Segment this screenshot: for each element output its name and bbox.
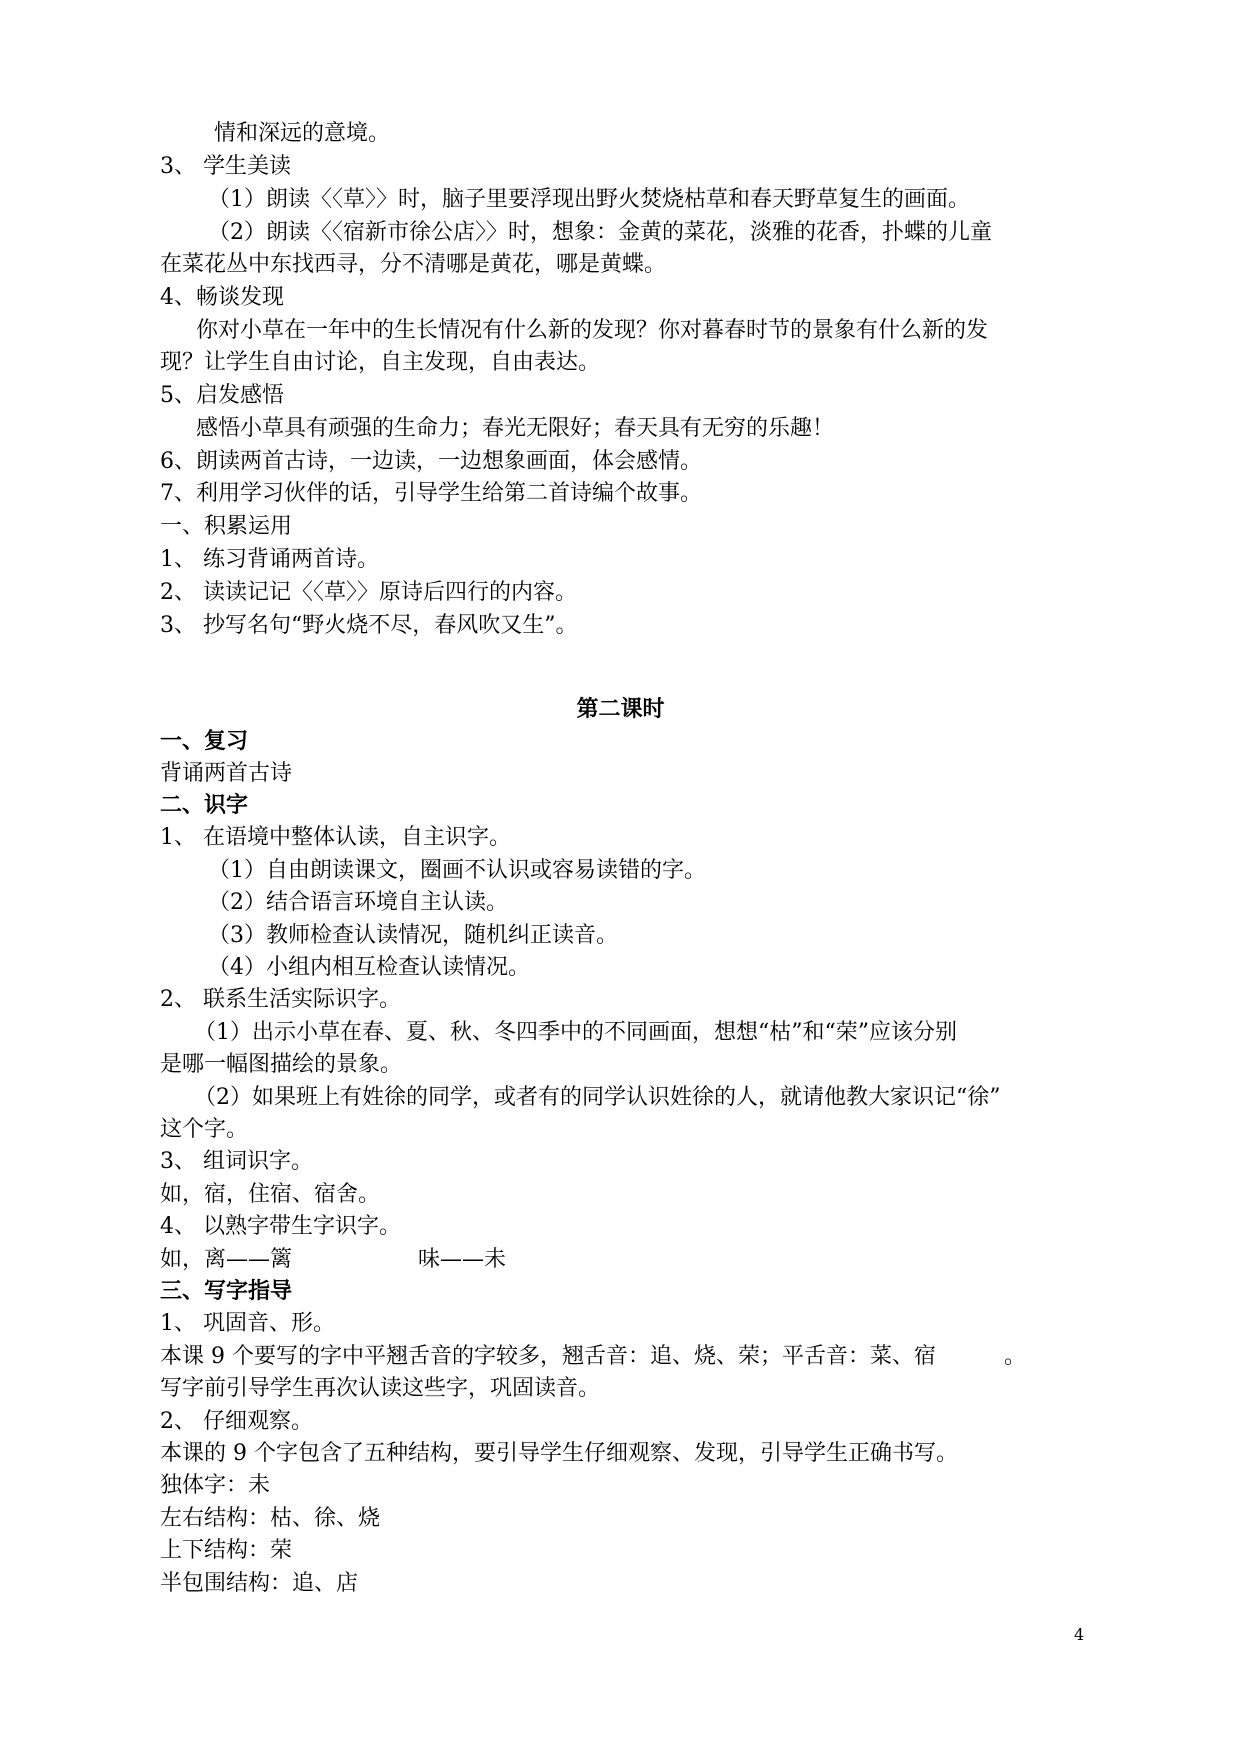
text-line: 写字前引导学生再次认读这些字，巩固读音。 — [160, 1376, 601, 1401]
list-item: 2、 联系生活实际识字。 — [160, 987, 401, 1012]
text-line: 这个字。 — [160, 1117, 249, 1142]
list-item: 1、 巩固音、形。 — [160, 1311, 335, 1336]
list-item: 1、 在语境中整体认读，自主识字。 — [160, 825, 511, 850]
example-left: 如，离——篱 — [160, 1247, 293, 1272]
list-item: 3、 组词识字。 — [160, 1149, 313, 1174]
text-line: 如，宿，住宿、宿舍。 — [160, 1182, 381, 1207]
text-line: 左右结构：枯、徐、烧 — [160, 1506, 381, 1531]
text-line: 独体字：未 — [160, 1473, 271, 1498]
text-line: 感悟小草具有顽强的生命力；春光无限好；春天具有无穷的乐趣！ — [196, 416, 835, 441]
text-line: 情和深远的意境。 — [214, 121, 391, 146]
list-item: 7、利用学习伙伴的话，引导学生给第二首诗编个故事。 — [160, 481, 702, 506]
text-line: （4）小组内相互检查认读情况。 — [208, 955, 530, 980]
text-line: 是哪一幅图描绘的景象。 — [160, 1052, 403, 1077]
text-line: 半包围结构：追、店 — [160, 1571, 359, 1596]
text-segment: 。 — [1004, 1344, 1027, 1369]
example-right: 味——未 — [418, 1247, 507, 1272]
text-line — [160, 1341, 1026, 1373]
text-line: （1）朗读〈〈草〉〉时，脑子里要浮现出野火焚烧枯草和春天野草复生的画面。 — [208, 187, 970, 212]
text-line: （1）出示小草在春、夏、秋、冬四季中的不同画面，想想“枯”和“荣”应该分别 — [194, 1020, 957, 1045]
example-line — [160, 1244, 506, 1276]
text-line: （3）教师检查认读情况，随机纠正读音。 — [208, 923, 618, 948]
text-line: 上下结构：荣 — [160, 1538, 293, 1563]
list-item: 1、 练习背诵两首诗。 — [160, 547, 379, 572]
text-line: （1）自由朗读课文，圈画不认识或容易读错的字。 — [208, 858, 706, 883]
section-heading: 三、写字指导 — [160, 1279, 293, 1304]
text-line: 背诵两首古诗 — [160, 761, 293, 786]
list-item: 4、畅谈发现 — [160, 285, 284, 310]
text-line: （2）结合语言环境自主认读。 — [208, 890, 508, 915]
text-line: 本课的 9 个字包含了五种结构，要引导学生仔细观察、发现，引导学生正确书写。 — [160, 1441, 958, 1466]
list-item: 4、 以熟字带生字识字。 — [160, 1214, 401, 1239]
list-item: 2、 读读记记〈〈草〉〉原诗后四行的内容。 — [160, 580, 577, 605]
page-title: 第二课时 — [576, 697, 665, 722]
text-line: 在菜花丛中东找西寻，分不清哪是黄花，哪是黄蝶。 — [160, 252, 667, 277]
section-heading: 二、识字 — [160, 793, 249, 818]
section-heading: 一、复习 — [160, 729, 249, 754]
text-line: （2）朗读〈〈宿新市徐公店〉〉时，想象：金黄的菜花，淡雅的花香，扑蝶的儿童 — [208, 220, 992, 245]
list-item: 2、 仔细观察。 — [160, 1409, 313, 1434]
text-line: （2）如果班上有姓徐的同学，或者有的同学认识姓徐的人，就请他教大家识记“徐” — [194, 1085, 1001, 1110]
text-segment: 本课 9 个要写的字中平翘舌音的字较多，翘舌音：追、烧、荣；平舌音：菜、宿 — [160, 1344, 936, 1369]
list-item: 3、 抄写名句“野火烧不尽，春风吹又生”。 — [160, 613, 578, 638]
list-item: 3、 学生美读 — [160, 154, 291, 179]
list-item: 5、启发感悟 — [160, 383, 284, 408]
list-item: 6、朗读两首古诗，一边读，一边想象画面，体会感情。 — [160, 449, 702, 474]
page-number: 4 — [1074, 1625, 1085, 1644]
text-line: 现？让学生自由讨论，自主发现，自由表达。 — [160, 350, 601, 375]
text-line: 你对小草在一年中的生长情况有什么新的发现？你对暮春时节的景象有什么新的发 — [196, 318, 989, 343]
section-heading: 一、积累运用 — [160, 514, 293, 539]
